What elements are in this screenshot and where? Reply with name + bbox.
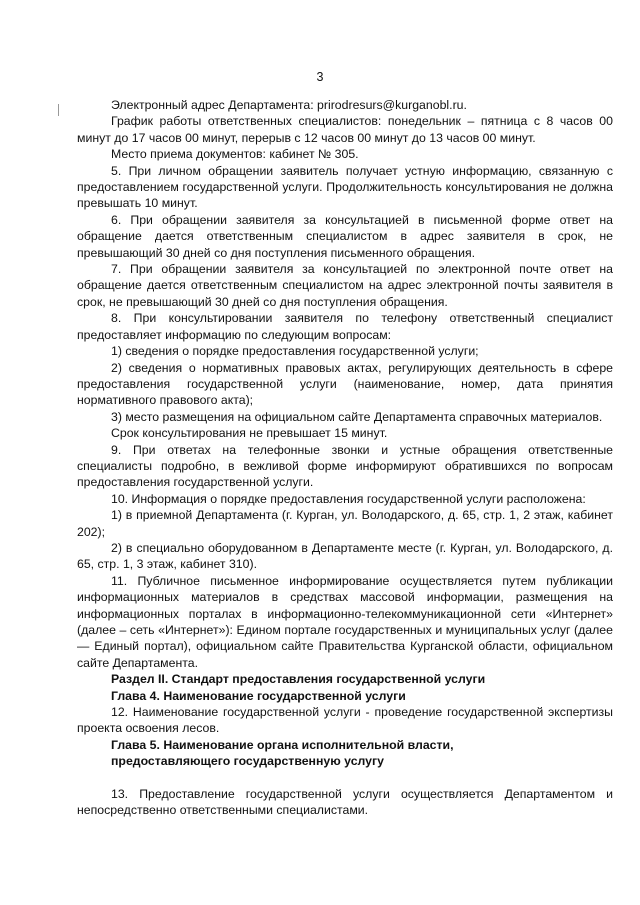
chapter-heading: Глава 5. Наименование органа исполнительной власти,	[111, 737, 454, 752]
page-number: 3	[316, 70, 324, 84]
list-item: 2) в специально оборудованном в Департаменте месте (г. Курган, ул. Володарского, д. 65, стр. 1, 3 этаж, кабинет 310).	[77, 540, 613, 572]
list-item: 3) место размещения на официальном сайте Департамента справочных материалов.	[111, 409, 603, 424]
section-heading: Раздел II. Стандарт предоставления государственной услуги	[111, 672, 486, 687]
paragraph: 10. Информация о порядке предоставления государственной услуги расположена:	[111, 491, 586, 506]
paragraph: Электронный адрес Департамента: prirodresurs@kurganobl.ru.	[111, 98, 467, 112]
paragraph: График работы ответственных специалистов: понедельник – пятница с 8 часов 00 минут до 17 часов 00 минут, перерыв с 12 часов 00 минут до 13 часов 00 минут.	[77, 114, 613, 145]
paragraph: 9. При ответах на телефонные звонки и устные обращения ответственные специалисты подробно, в вежливой форме информируют обратившихся по вопросам предоставления государственной услуги.	[77, 442, 613, 490]
paragraph: 7. При обращении заявителя за консультацией по электронной почте ответ на обращение дается ответственным специалистом на адрес электронной почты заявителя в срок, не превышающий 30 дней со дня поступления обращения.	[77, 262, 613, 309]
paragraph: 6. При обращении заявителя за консультацией в письменной форме ответ на обращение дается ответственным специалистом в адрес заявителя в срок, не превышающий 30 дней со дня поступления письменного обращения.	[77, 212, 613, 260]
paragraph: 8. При консультировании заявителя по телефону ответственный специалист предоставляет информацию по следующим вопросам:	[77, 311, 613, 342]
chapter-heading-continued: предоставляющего государственную услугу	[111, 754, 384, 769]
paragraph: 11. Публичное письменное информирование осуществляется путем публикации информационных материалов в средствах массовой информации, размещения на информационных порталах в информационно-телекоммуникационной сети «Интернет» (далее – сеть «Интернет»): Едином портале государственных и муниципальных услуг (далее — Единый портал), официальном сайте Правительства Курганской области, официальном сайте Департамента.	[77, 573, 613, 670]
list-item: 2) сведения о нормативных правовых актах, регулирующих деятельность в сфере предоставления государственной услуги (наименование, номер, дата принятия нормативного правового акта);	[77, 360, 613, 408]
list-item: 1) сведения о порядке предоставления государственной услуги;	[111, 344, 479, 359]
chapter-heading: Глава 4. Наименование государственной услуги	[111, 688, 406, 703]
list-item: 1) в приемной Департамента (г. Курган, ул. Володарского, д. 65, стр. 1, 2 этаж, кабинет 202);	[77, 508, 613, 539]
paragraph: Срок консультирования не превышает 15 минут.	[111, 426, 388, 441]
document-body	[77, 97, 613, 818]
paragraph: 12. Наименование государственной услуги - проведение государственной экспертизы проекта освоения лесов.	[77, 705, 613, 736]
paragraph: 5. При личном обращении заявитель получает устную информацию, связанную с предоставлением государственной услуги. Продолжительность консультирования не должна превышать 10 минут.	[77, 163, 613, 211]
paragraph: 13. Предоставление государственной услуги осуществляется Департаментом и непосредственно ответственными специалистами.	[77, 786, 613, 818]
margin-mark	[58, 104, 59, 116]
paragraph: Место приема документов: кабинет № 305.	[111, 147, 359, 162]
